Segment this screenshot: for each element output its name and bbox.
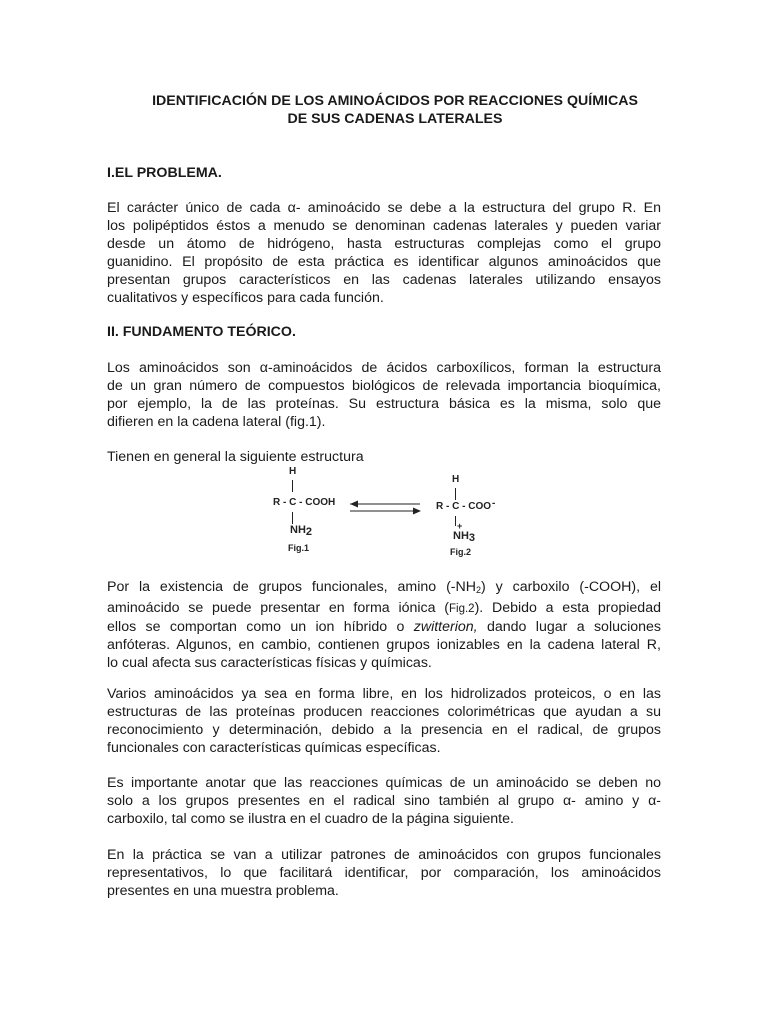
paragraph-functional-groups (107, 578, 661, 672)
text-line: reconocimiento y determinación, debido a la presencia en el radical, de grupos (107, 722, 661, 738)
figure-1-structure (270, 466, 360, 556)
text-line: Los aminoácidos son α-aminoácidos de ácidos carboxílicos, forman la estructura (107, 360, 661, 376)
fig2-hydrogen: H (452, 474, 460, 485)
text-line: Tienen en general la siguiente estructura (107, 449, 364, 465)
text-line: por ejemplo, la de las proteínas. Su estructura básica es la misma, solo que (107, 396, 661, 412)
fig1-amino: $NH_2$ (290, 524, 313, 538)
text-line: En la práctica se van a utilizar patrones de aminoácidos con grupos funcionales (107, 847, 661, 863)
text-line: Varios aminoácidos ya sea en forma libre, en los hidrolizados proteicos, o en las (107, 686, 661, 702)
section-heading-theory: II. FUNDAMENTO TEÓRICO. (107, 324, 296, 340)
fig2-bond-top (455, 488, 456, 500)
fig1-bond-top (292, 480, 293, 492)
title-line-1: IDENTIFICACIÓN DE LOS AMINOÁCIDOS POR REACCIONES QUÍMICAS (152, 93, 638, 109)
text-line: desde un átomo de hidrógeno, hasta estructuras complejas como el grupo (107, 236, 661, 252)
document-title (100, 92, 690, 128)
text-line: presentes en una muestra problema. (107, 883, 339, 899)
text-line: lo cual afecta sus características físicas y químicas. (107, 655, 432, 671)
text-line: solo a los grupos presentes en el radical sino también al grupo α- amino y α- (107, 793, 661, 809)
figure-2-zwitterion (433, 474, 523, 564)
equilibrium-arrows-icon (348, 498, 424, 518)
text-line: representativos, lo que facilitará identificar, por comparación, los aminoácidos (107, 865, 661, 881)
text-line: de un gran número de compuestos biológicos de relevada importancia bioquímica, (107, 378, 661, 394)
text-line: Por la existencia de grupos funcionales, amino $(-NH_2)$ y carboxilo (-COOH), el (107, 579, 661, 595)
text-line: aminoácido se puede presentar en forma iónica (Fig.2). Debido a esta propiedad (107, 600, 661, 616)
paragraph-amino-acids (107, 359, 661, 431)
paragraph-reactions (107, 774, 661, 828)
text-line: carboxilo, tal como se ilustra en el cuadro de la página siguiente. (107, 811, 514, 827)
fig2-chain: R - C - COO- (436, 498, 496, 512)
paragraph-structure-intro (107, 448, 661, 466)
fig1-chain: R - C - COOH (273, 497, 336, 508)
fig2-caption: Fig.2 (450, 547, 472, 557)
fig2-ammonium: $NH_3$ (453, 530, 476, 544)
fig2-bond-bottom (455, 516, 456, 526)
text-line: Es importante anotar que las reacciones químicas de un aminoácido se deben no (107, 775, 661, 791)
text-line: los polipéptidos éstos a menudo se denominan cadenas laterales y pueden variar (107, 218, 661, 234)
text-line: ellos se comportan como un ion híbrido o zwitterion, dando lugar a soluciones (107, 619, 661, 635)
title-line-2: DE SUS CADENAS LATERALES (287, 111, 503, 127)
text-line: difieren en la cadena lateral (fig.1). (107, 414, 326, 430)
fig1-caption: Fig.1 (288, 543, 310, 553)
paragraph-problem (107, 199, 661, 307)
fig1-bond-bottom (292, 512, 293, 524)
text-line: estructuras de las proteínas producen reacciones colorimétricas que ayudan a su (107, 704, 661, 720)
text-line: El carácter único de cada α- aminoácido se debe a la estructura del grupo R. En (107, 200, 661, 216)
paragraph-colorimetric (107, 685, 661, 757)
paragraph-practice (107, 846, 661, 900)
text-line: cualitativos y específicos para cada función. (107, 290, 384, 306)
section-heading-problem: I.EL PROBLEMA. (107, 165, 222, 181)
text-line: funcionales con características químicas específicas. (107, 740, 441, 756)
fig2-plus-charge: + (457, 521, 463, 531)
text-line: anfóteras. Algunos, en cambio, contienen grupos ionizables en la cadena lateral R, (107, 637, 661, 653)
fig1-hydrogen: H (289, 466, 297, 477)
text-line: presentan grupos característicos en las cadenas laterales utilizando ensayos (107, 272, 661, 288)
text-line: guanidino. El propósito de esta práctica es identificar algunos aminoácidos que (107, 254, 661, 270)
